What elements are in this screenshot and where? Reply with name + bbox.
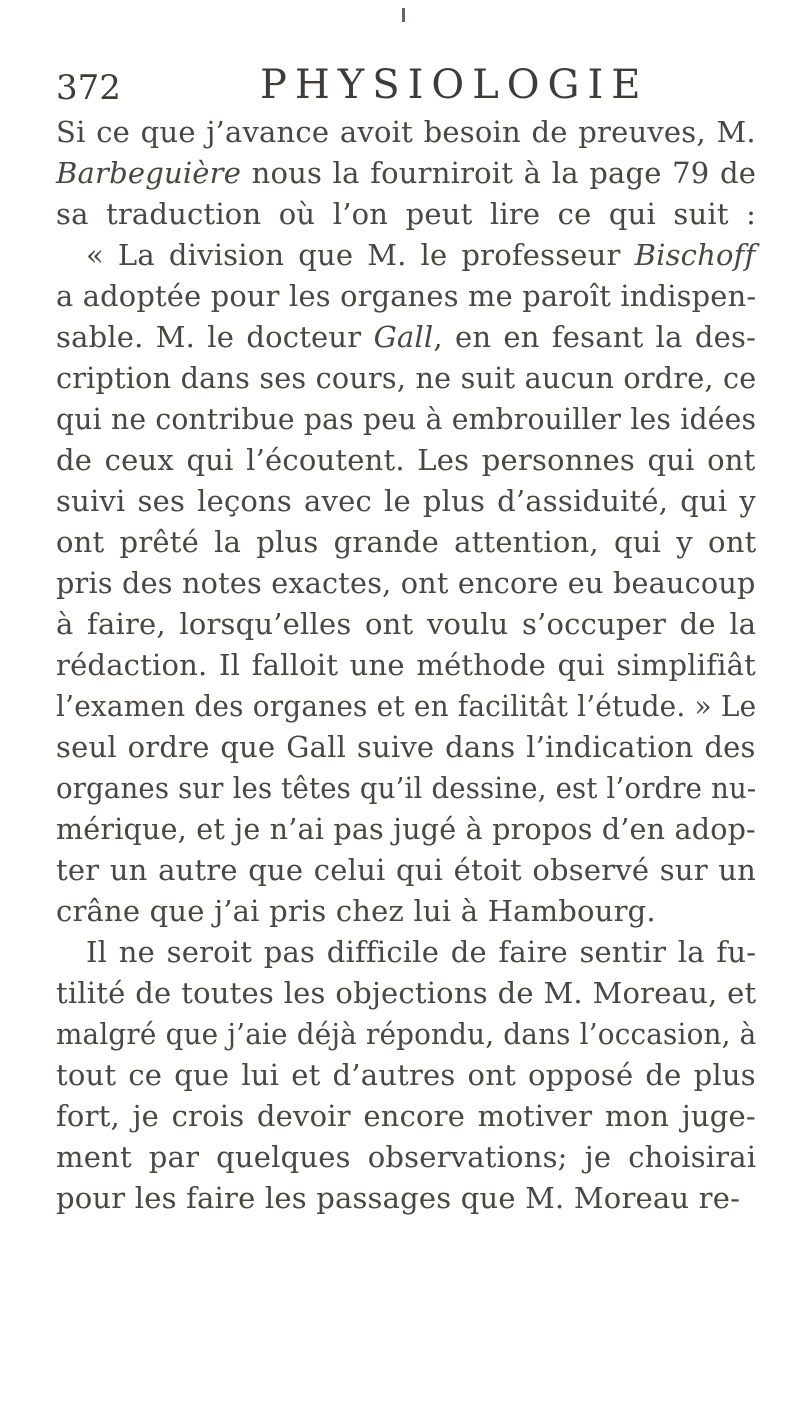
text-segment: de ceux qui l’écoutent. Les personnes qui ont [56,443,756,477]
text-line [56,1137,756,1178]
text-line [56,645,756,686]
text-segment: nous la fourniroit à la page 79 de [241,156,757,190]
text-line [56,973,756,1014]
text-segment: a adoptée pour les organes me paroît indispen- [56,279,757,313]
text-line [56,686,757,727]
text-segment: cription dans ses cours, ne suit aucun ordre, ce [56,361,757,395]
text-segment: qui ne contribue pas peu à embrouiller les idées [56,402,757,436]
text-segment: l’examen des organes et en facilitât l’étude. » Le [56,689,757,723]
text-line [56,440,756,481]
text-line [56,153,756,194]
text-segment: tilité de toutes les objections de M. Moreau, et [56,976,757,1010]
text-segment: pour les faire les passages que M. Moreau re- [56,1181,741,1215]
text-line [56,850,756,891]
text-line [56,112,756,153]
text-line [56,276,757,317]
text-segment: Il ne seroit pas difficile de faire sentir la fu- [86,935,757,969]
text-segment: fort, je crois devoir encore motiver mon juge- [56,1099,756,1133]
italic-text-segment: Gall [373,320,434,354]
text-line [56,481,756,522]
text-line [56,1014,757,1055]
page-header [56,62,756,112]
page-number: 372 [56,68,121,108]
italic-text-segment: Bischoff [634,238,756,272]
text-line [56,1178,756,1219]
text-line [56,399,757,440]
text-line [56,891,756,932]
text-segment: sa traduction où l’on peut lire ce qui suit : [56,197,757,231]
text-line [56,1055,756,1096]
text-line [56,235,756,276]
text-line [56,768,757,809]
text-line [56,1096,756,1137]
text-segment: crâne que j’ai pris chez lui à Hambourg. [56,894,656,928]
text-line [56,727,756,768]
text-segment: seul ordre que Gall suive dans l’indication des [56,730,756,764]
text-line [56,358,757,399]
text-segment: organes sur les têtes qu’il dessine, est l’ordre nu- [56,771,757,805]
italic-text-segment: Barbeguière [56,156,242,190]
ink-mark [402,8,405,22]
text-line [56,809,756,850]
text-line [56,604,756,645]
text-line [56,194,756,235]
text-segment: rédaction. Il falloit une méthode qui simplifiât [56,648,756,682]
body-text [56,112,756,1219]
text-line [56,522,756,563]
text-line [56,563,756,604]
text-segment: mérique, et je n’ai pas jugé à propos d’en adop- [56,812,756,846]
text-segment: ment par quelques observations; je choisirai [56,1140,757,1174]
text-line [56,317,756,358]
text-segment: Si ce que j’avance avoit besoin de preuves, M. [56,115,756,149]
text-segment: malgré que j’aie déjà répondu, dans l’occasion, à [56,1017,757,1051]
text-segment: à faire, lorsqu’elles ont voulu s’occuper de la [56,607,757,641]
text-segment: , en en fesant la des- [433,320,757,354]
text-segment: tout ce que lui et d’autres ont opposé de plus [56,1058,756,1092]
text-segment: « La division que M. le professeur [86,238,635,272]
text-segment: sable. M. le docteur [56,320,374,354]
text-segment: ter un autre que celui qui étoit observé sur un [56,853,757,887]
text-line [56,932,756,973]
text-segment: pris des notes exactes, ont encore eu beaucoup [56,566,756,600]
text-segment: suivi ses leçons avec le plus d’assiduité, qui y [56,484,756,518]
text-segment: ont prêté la plus grande attention, qui y ont [56,525,757,559]
running-title: PHYSIOLOGIE [260,62,649,108]
